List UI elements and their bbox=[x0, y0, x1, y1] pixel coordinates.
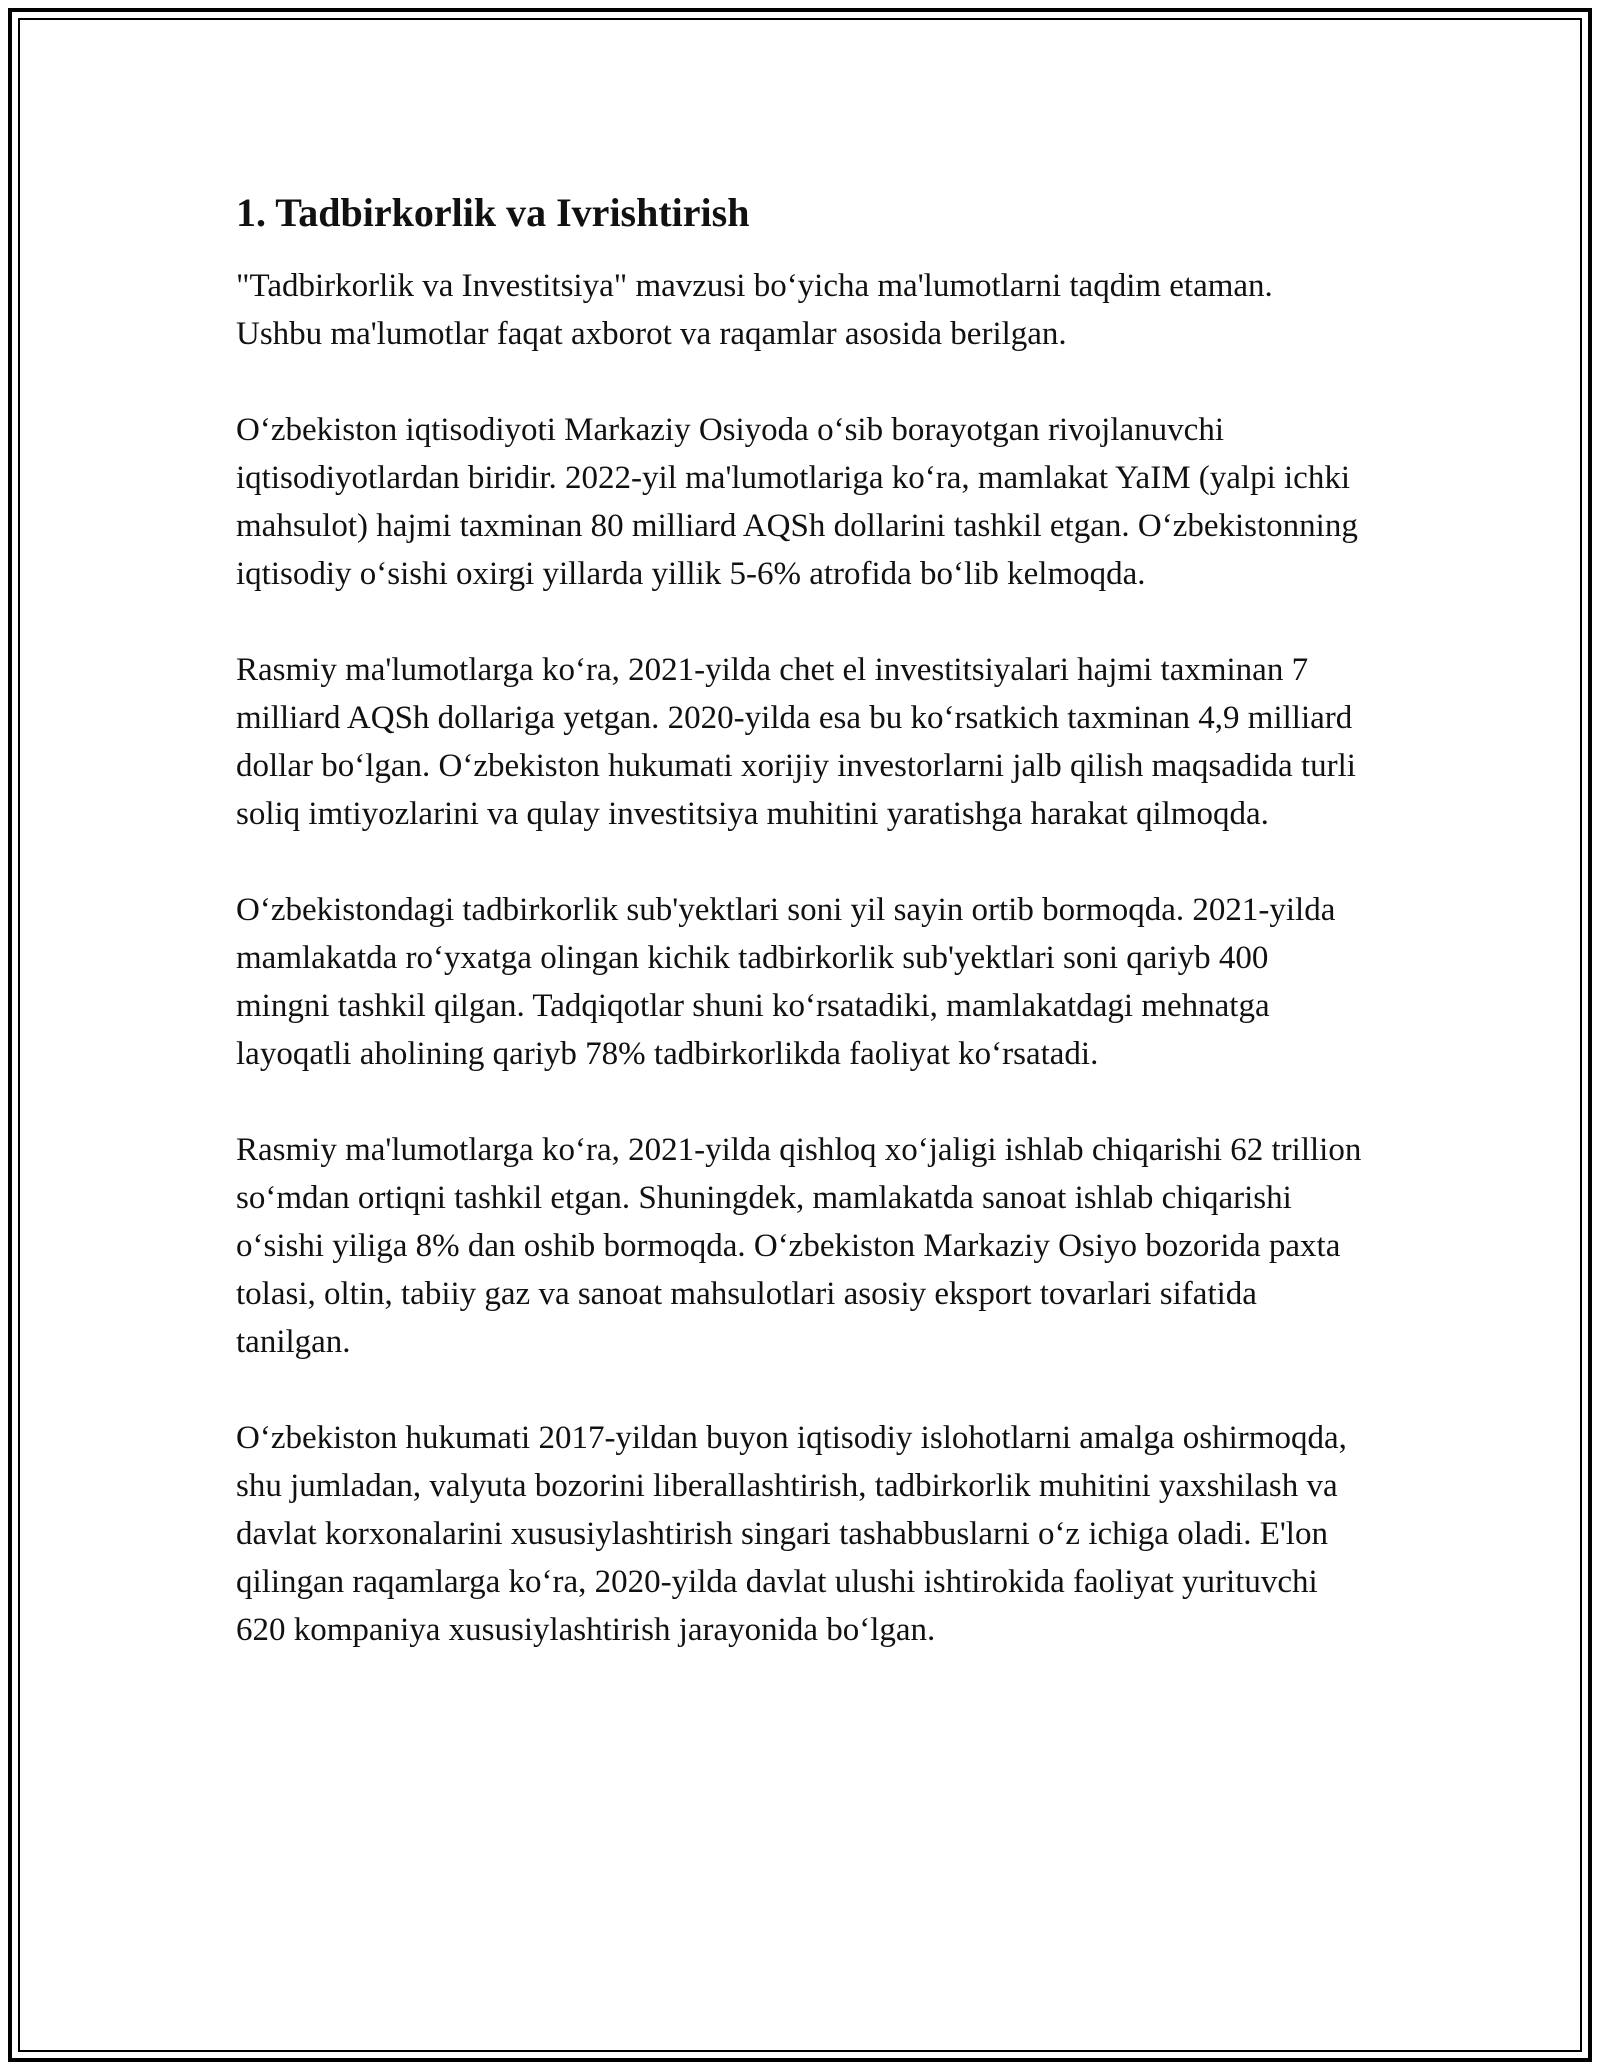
paragraph-economy: O‘zbekiston iqtisodiyoti Markaziy Osiyoda o‘sib borayotgan rivojlanuvchi iqtisodiyotlardan biridir. 2022-yil ma'lumotlariga ko‘ra, mamlakat YaIM (yalpi ichki mahsulot) hajmi taxminan 80 milliard AQSh dollarini tashkil etgan. O‘zbekistonning iqtisodiy o‘sishi oxirgi yillarda yillik 5-6% atrofida bo‘lib kelmoqda. bbox=[236, 412, 1358, 592]
paragraph-entrepreneurship: O‘zbekistondagi tadbirkorlik sub'yektlari soni yil sayin ortib bormoqda. 2021-yilda mamlakatda ro‘yxatga olingan kichik tadbirkorlik sub'yektlari soni qariyb 400 mingni tashkil qilgan. Tadqiqotlar shuni ko‘rsatadiki, mamlakatdagi mehnatga layoqatli aholining qariyb 78% tadbirkorlikda faoliyat ko‘rsatadi. bbox=[236, 892, 1336, 1072]
paragraph-intro: "Tadbirkorlik va Investitsiya" mavzusi bo‘yicha ma'lumotlarni taqdim etaman. Ushbu ma'lumotlar faqat axborot va raqamlar asosida berilgan. bbox=[236, 268, 1273, 352]
paragraph-agriculture-industry: Rasmiy ma'lumotlarga ko‘ra, 2021-yilda qishloq xo‘jaligi ishlab chiqarishi 62 trillion so‘mdan ortiqni tashkil etgan. Shuningdek, mamlakatda sanoat ishlab chiqarishi o‘sishi yiliga 8% dan oshib bormoqda. O‘zbekiston Markaziy Osiyo bozorida paxta tolasi, oltin, tabiiy gaz va sanoat mahsulotlari asosiy eksport tovarlari sifatida tanilgan. bbox=[236, 1132, 1362, 1360]
paragraph-investment: Rasmiy ma'lumotlarga ko‘ra, 2021-yilda chet el investitsiyalari hajmi taxminan 7 milliard AQSh dollariga yetgan. 2020-yilda esa bu ko‘rsatkich taxminan 4,9 milliard dollar bo‘lgan. O‘zbekiston hukumati xorijiy investorlarni jalb qilish maqsadida turli soliq imtiyozlarini va qulay investitsiya muhitini yaratishga harakat qilmoqda. bbox=[236, 652, 1356, 832]
paragraph-reforms: O‘zbekiston hukumati 2017-yildan buyon iqtisodiy islohotlarni amalga oshirmoqda, shu jumladan, valyuta bozorini liberallashtirish, tadbirkorlik muhitini yaxshilash va davlat korxonalarini xususiylashtirish singari tashabbuslarni o‘z ichiga oladi. E'lon qilingan raqamlarga ko‘ra, 2020-yilda davlat ulushi ishtirokida faoliyat yurituvchi 620 kompaniya xususiylashtirish jarayonida bo‘lgan. bbox=[236, 1420, 1347, 1648]
document-body bbox=[236, 186, 1366, 1702]
document-title: 1. Tadbirkorlik va Ivrishtirish bbox=[236, 190, 750, 235]
